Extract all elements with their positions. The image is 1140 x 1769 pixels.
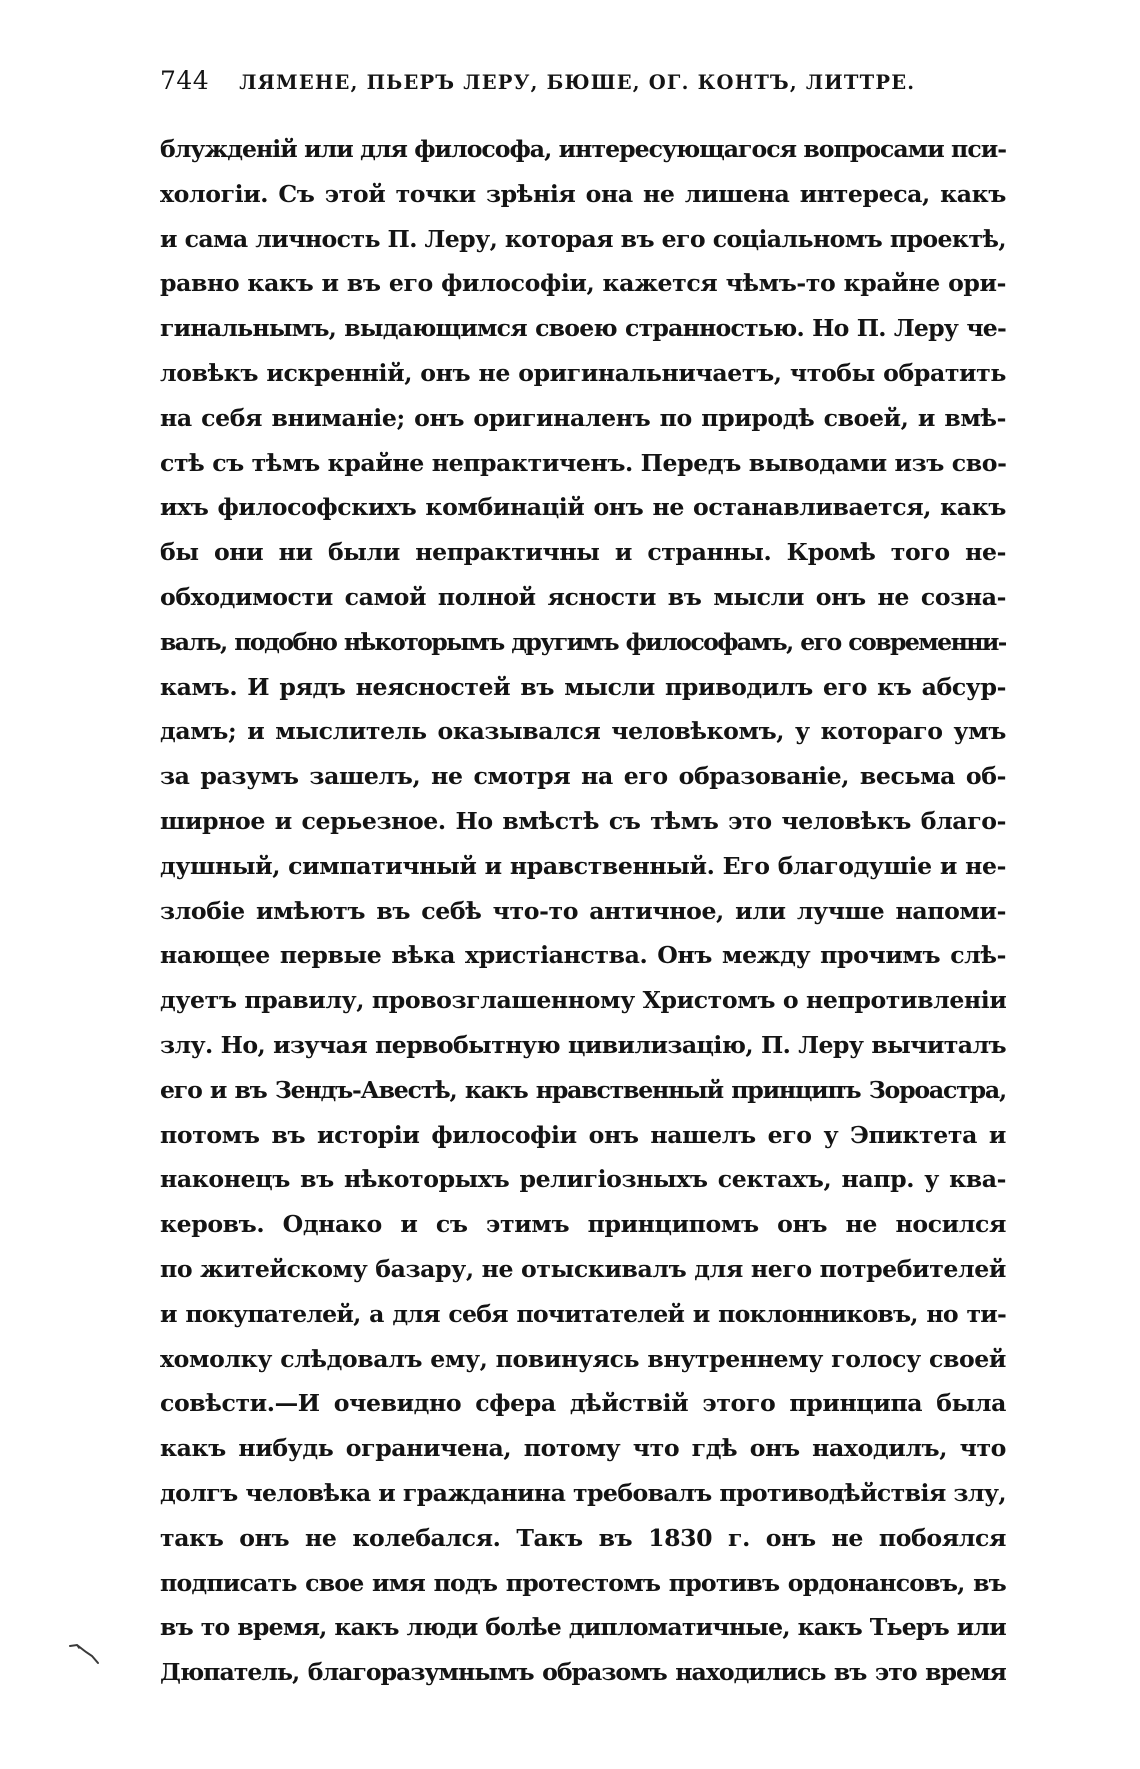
running-title: ЛЯМЕНЕ, ПЬЕРЪ ЛЕРУ, БЮШЕ, ОГ. КОНТЪ, ЛИТТРЕ. (239, 71, 916, 94)
text-line: наконецъ въ нѣкоторыхъ религіозныхъ сектахъ, напр. у ква- (160, 1165, 1006, 1194)
text-line: стѣ съ тѣмъ крайне непрактиченъ. Передъ выводами изъ сво- (160, 448, 1006, 477)
text-line: камъ. И рядъ неясностей въ мысли приводилъ его къ абсур- (160, 672, 1006, 701)
text-line: дамъ; и мыслитель оказывался человѣкомъ, у котораго умъ (160, 717, 1006, 746)
text-line: потомъ въ исторіи философіи онъ нашелъ его у Эпиктета и (160, 1120, 1006, 1149)
text-line: хомолку слѣдовалъ ему, повинуясь внутреннему голосу своей (160, 1344, 1006, 1373)
text-line: злобіе имѣютъ въ себѣ что-то античное, или лучше напоми- (160, 896, 1006, 925)
text-line: гинальнымъ, выдающимся своею странностью. Но П. Леру че- (160, 314, 1006, 343)
text-line: бы они ни были непрактичны и странны. Кромѣ того не- (160, 538, 1006, 567)
text-line: въ то время, какъ люди болѣе дипломатичные, какъ Тьеръ или (160, 1613, 1006, 1642)
text-line: злу. Но, изучая первобытную цивилизацію, П. Леру вычиталъ (160, 1030, 1006, 1059)
text-line: блужденій или для философа, интересующагося вопросами пси- (160, 135, 1006, 163)
text-line: долгъ человѣка и гражданина требовалъ противодѣйствія злу, (160, 1478, 1006, 1507)
text-line: обходимости самой полной ясности въ мысли онъ не сознa- (160, 582, 1006, 611)
margin-pencil-mark-icon (68, 1642, 102, 1666)
text-line: ловѣкъ искренній, онъ не оригинальничаетъ, чтобы обратить (160, 358, 1006, 387)
text-line: и покупателей, а для себя почитателей и поклонниковъ, но ти- (160, 1299, 1006, 1328)
running-header (160, 66, 1010, 106)
text-line: какъ нибудь ограничена, потому что гдѣ онъ находилъ, что (160, 1434, 1006, 1463)
text-line: его и въ Зендъ-Авестѣ, какъ нравственный принципъ Зороастра, (160, 1075, 1006, 1104)
text-line: валъ, подобно нѣкоторымъ другимъ философамъ, его современни- (160, 627, 1006, 656)
text-line: хологіи. Съ этой точки зрѣнія она не лишена интереса, какъ (160, 179, 1006, 208)
text-line: на себя вниманіе; онъ оригиналенъ по природѣ своей, и вмѣ- (160, 403, 1006, 432)
text-line: за разумъ зашелъ, не смотря на его образованіе, весьма об- (160, 762, 1006, 791)
text-line: душный, симпатичный и нравственный. Его благодушіе и не- (160, 851, 1006, 880)
text-line: Дюпатель, благоразумнымъ образомъ находились въ это время (160, 1658, 1006, 1687)
text-line: по житейскому базару, не отыскивалъ для него потребителей (160, 1254, 1006, 1283)
text-line: и сама личность П. Леру, которая въ его соціальномъ проектѣ, (160, 224, 1006, 253)
text-line: ширное и серьезное. Но вмѣстѣ съ тѣмъ это человѣкъ благо- (160, 806, 1006, 835)
text-line: подписать свое имя подъ протестомъ противъ ордонансовъ, въ (160, 1568, 1006, 1597)
text-line: равно какъ и въ его философіи, кажется чѣмъ-то крайне ори- (160, 269, 1006, 298)
text-line: ихъ философскихъ комбинацій онъ не останавливается, какъ (160, 493, 1006, 522)
text-line: нающее первые вѣка христіанства. Онъ между прочимъ слѣ- (160, 941, 1006, 970)
text-line: такъ онъ не колебался. Такъ въ 1830 г. онъ не побоялся (160, 1523, 1006, 1552)
text-line: керовъ. Однако и съ этимъ принципомъ онъ не носился (160, 1210, 1006, 1239)
page-number: 744 (160, 66, 210, 95)
text-line: дуетъ правилу, провозглашенному Христомъ о непротивленіи (160, 986, 1006, 1015)
body-text (160, 127, 1006, 1695)
text-line: совѣсти.—И очевидно сфера дѣйствій этого принципа была (160, 1389, 1006, 1418)
